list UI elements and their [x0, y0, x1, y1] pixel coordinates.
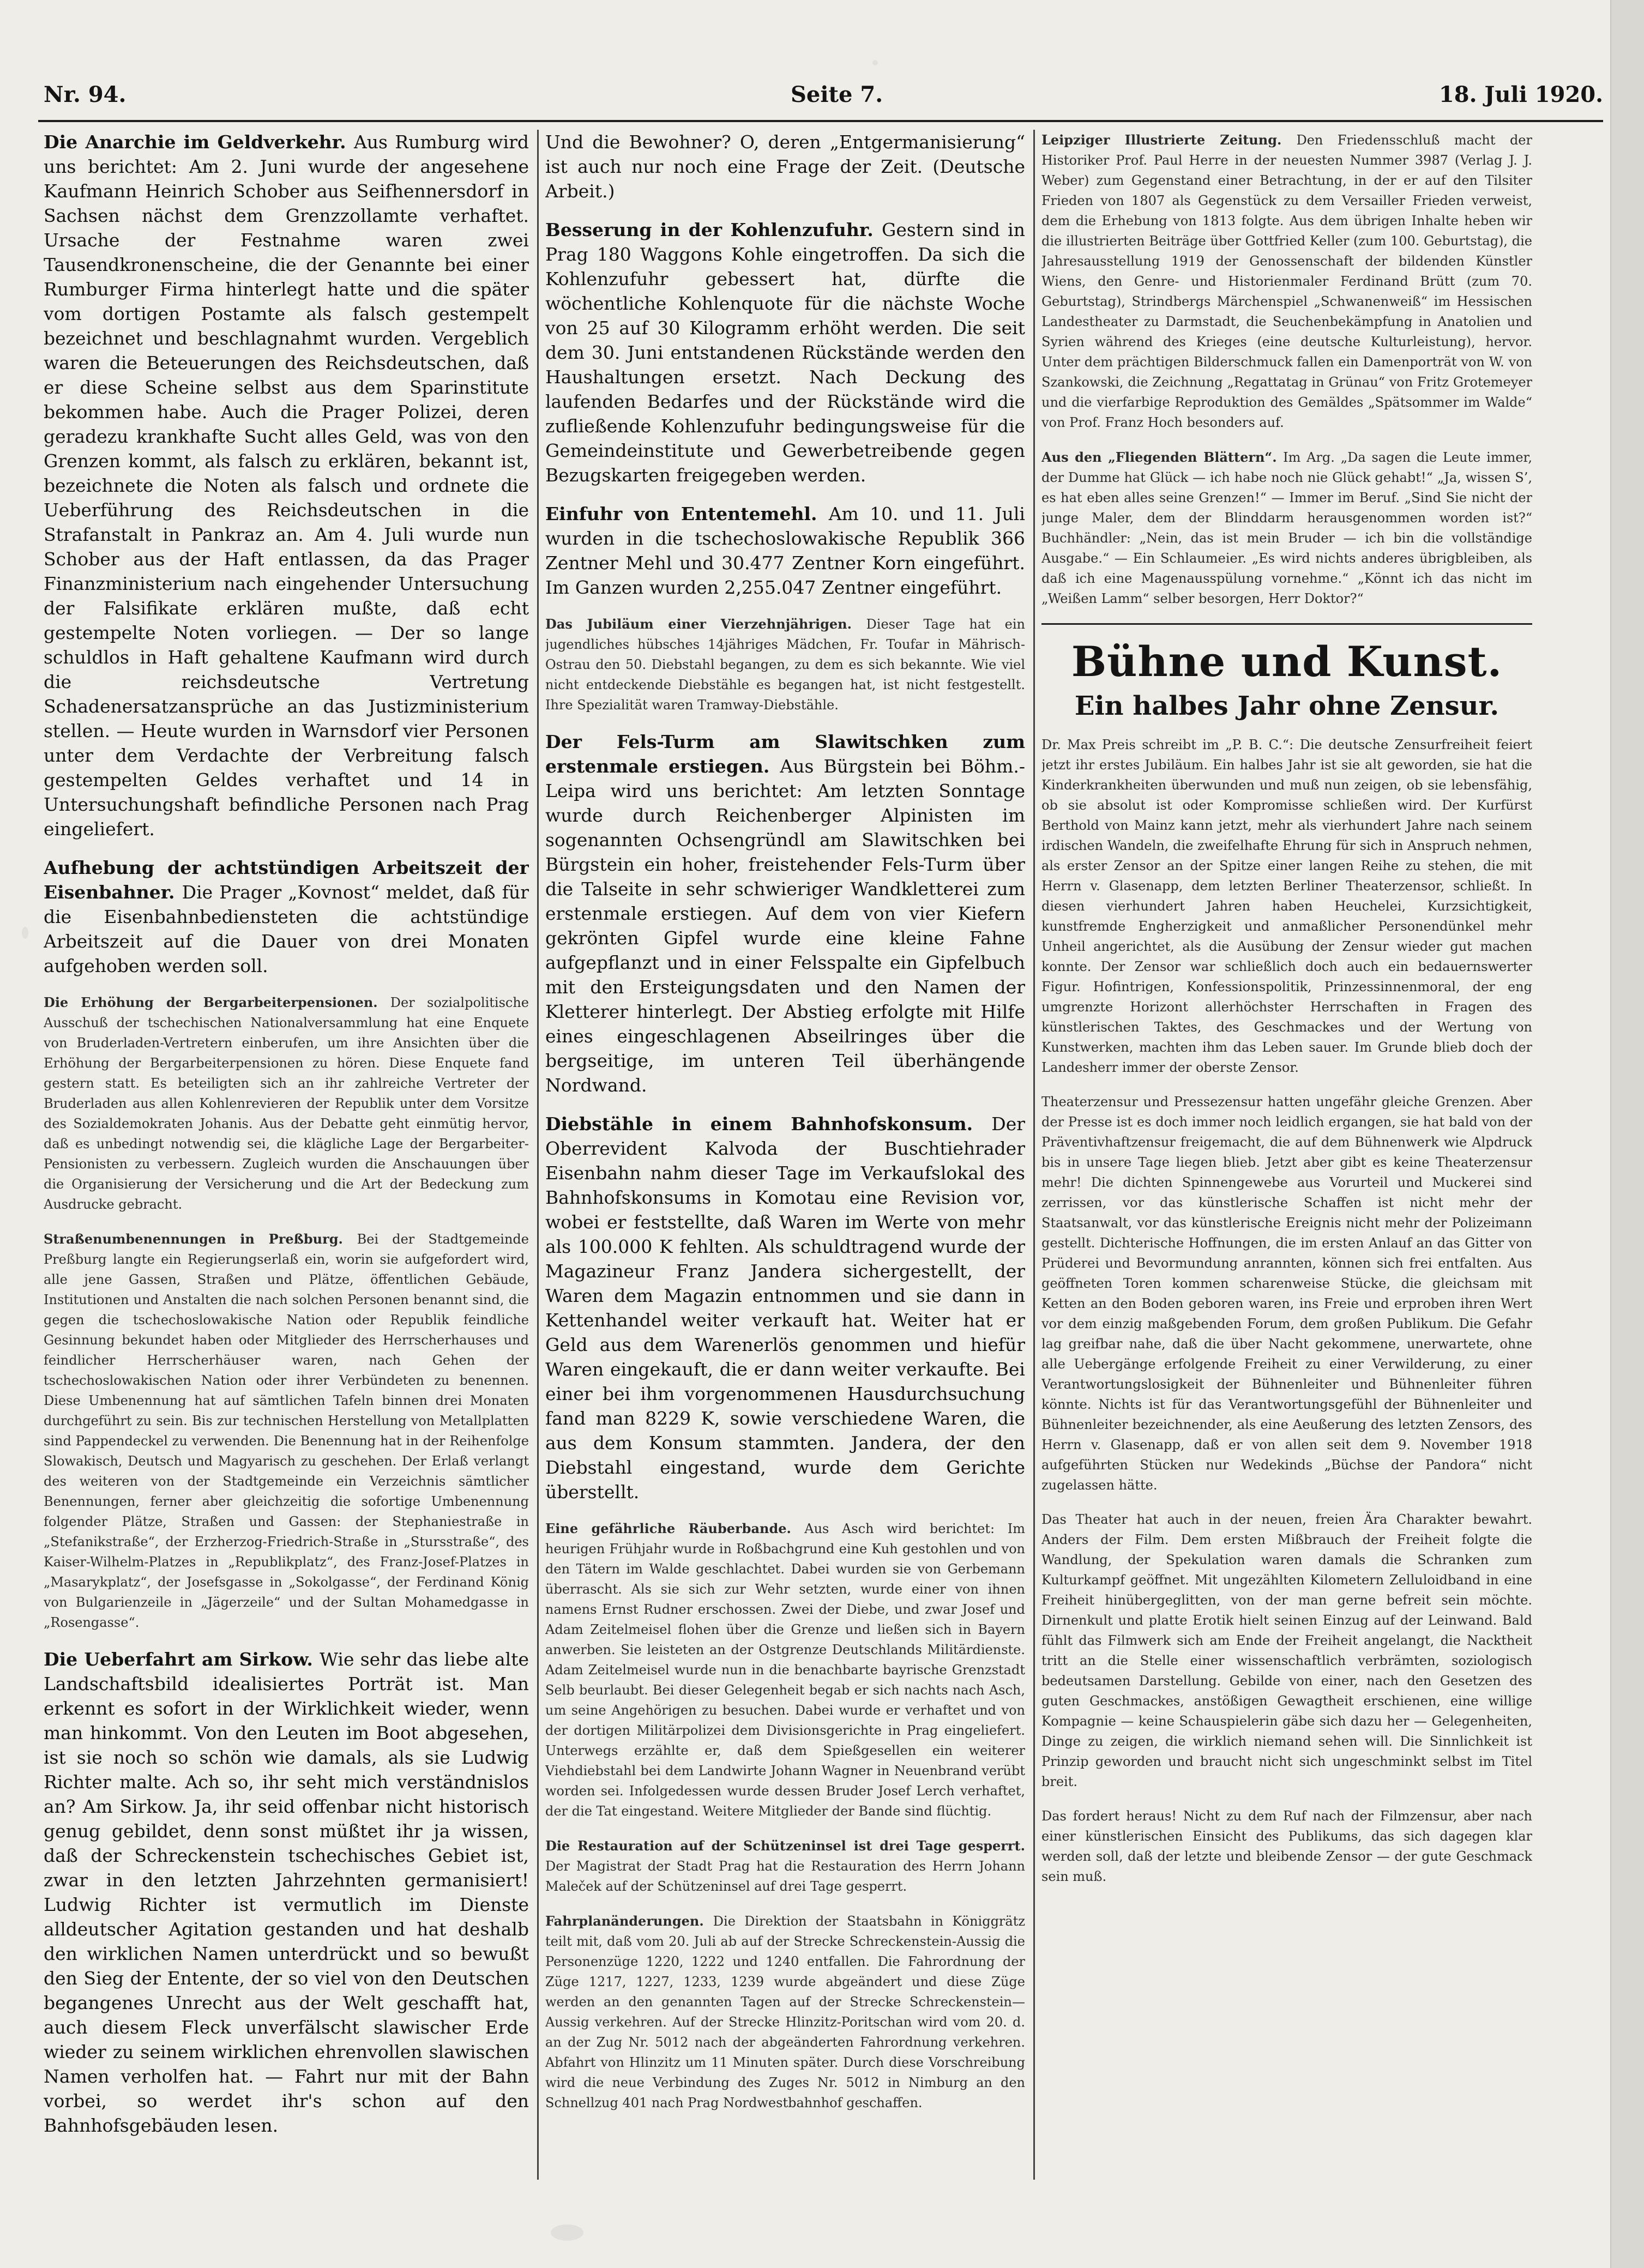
article [545, 614, 1025, 715]
article-headline: Aufhebung der achtstündigen Arbeitszeit der Eisenbahner. [44, 857, 529, 903]
column-rule [537, 130, 539, 2180]
page-edge [1610, 0, 1644, 2268]
article-body: Am 10. und 11. Juli wurden in die tschechoslowakische Republik 366 Zentner Mehl und 30.477 Zentner Korn eingeführt. Im Ganzen wurden 2,255.047 Zentner eingeführt. [545, 503, 1025, 598]
article-headline: Die Ueberfahrt am Sirkow. [44, 1649, 320, 1670]
article [1041, 735, 1532, 1078]
article [1041, 1092, 1532, 1495]
article-body: Wie sehr das liebe alte Landschaftsbild idealisiertes Porträt ist. Man erkennt es sofort in der Wirklichkeit wieder, wenn man hinkommt. Von den Leuten im Boot abgesehen, ist sie noch so schön wie damals, als sie Ludwig Richter malte. Ach so, ihr seht mich verständnislos an? Am Sirkow. Ja, ihr seid offenbar nicht historisch genug gebildet, denn sonst müßtet ihr ja wissen, daß der Schreckenstein tschechisches Gebiet ist, zwar in den letzten Jahrzehnten germanisiert! Ludwig Richter ist vermutlich im Dienste alldeutscher Agitation gestanden und hat deshalb den wirklichen Namen unterdrückt und so bewußt den Sieg der Entente, der so viel von den Deutschen begangenes Unrecht aus der Welt geschafft hat, auch diesem Fleck unverfälscht slawischer Erde wieder zu seinem wirklichen ehrenvollen slawischen Namen verholfen hat. — Fahrt nur mit der Bahn vorbei, so werdet ihr's schon auf den Bahnhofsgebäuden lesen. [44, 1649, 529, 2136]
issue-number: Nr. 94. [44, 82, 127, 107]
article-headline: Fahrplanänderungen. [545, 1913, 713, 1929]
article [44, 130, 529, 841]
article-body: Den Friedensschluß macht der Historiker Prof. Paul Herre in der neuesten Nummer 3987 (Verlag J. J. Weber) zum Gegenstand einer Betrachtung, in der er auf den Tilsiter Frieden von 1807 als Gegenstück zu dem Versailler Frieden verweist, dem die Erhebung von 1813 folgte. Aus dem übrigen Inhalte heben wir die illustrierten Beiträge über Gottfried Keller (zum 100. Geburtstag), die Jahresausstellung 1919 der Genossenschaft der bildenden Künstler Wiens, den Genre- und Historienmaler Ferdinand Brütt (zum 70. Geburtstag), Strindbergs Märchenspiel „Schwanenweiß“ im Hessischen Landestheater zu Darmstadt, die Seuchenbekämpfung in Anatolien und Syrien während des Krieges (eine deutsche Kulturleistung), hervor. Unter dem prächtigen Bilderschmuck fallen ein Damenporträt von W. von Szankowski, die Zeichnung „Regattatag in Grünau“ von Fritz Grotemeyer und die vierfarbige Reproduktion des Gemäldes „Spätsommer im Walde“ von Prof. Franz Hoch besonders auf. [1041, 132, 1532, 430]
page-number: Seite 7. [791, 82, 883, 107]
article [545, 218, 1025, 487]
article-headline: Die Anarchie im Geldverkehr. [44, 131, 354, 153]
article-body: Und die Bewohner? O, deren „Entgermanisierung“ ist auch nur noch eine Frage der Zeit. (Deutsche Arbeit.) [545, 131, 1025, 202]
article-body: Bei der Stadtgemeinde Preßburg langte ein Regierungserlaß ein, worin sie aufgefordert wird, alle jene Gassen, Straßen und Plätze, öffentlichen Gebäude, Institutionen und Anstalten die nach solchen Personen benannt sind, die gegen die tschechoslowakische Nation oder Republik feindliche Gesinnung bekundet haben oder Mitglieder des Herrscherhauses und feindlicher Herrscherhäuser waren, nach Gehen der tschechoslowakischen Nation oder ihrer Verbündeten zu benennen. Diese Umbenennung hat auf sämtlichen Tafeln binnen drei Monaten durchgeführt zu sein. Bis zur technischen Herstellung von Metallplatten sind Pappendeckel zu verwenden. Die Benennung hat in der Reihenfolge Slowakisch, Deutsch und Magyarisch zu geschehen. Der Erlaß verlangt des weiteren von der Stadtgemeinde ein Verzeichnis sämtlicher Benennungen, ferner aber gleichzeitig die sofortige Umbenennung folgender Plätze, Straßen und Gassen: der Stephaniestraße in „Stefanikstraße“, der Erzherzog-Friedrich-Straße in „Stursstraße“, des Kaiser-Wilhelm-Platzes in „Republikplatz“, des Franz-Josef-Platzes in „Masarykplatz“, der Josefsgasse in „Sokolgasse“, der Ferdinand König von Bulgarienzeile in „Jägerzeile“ und der Sultan Mohamedgasse in „Rosengasse“. [44, 1232, 529, 1630]
article-body: Aus Rumburg wird uns berichtet: Am 2. Juni wurde der angesehene Kaufmann Heinrich Schober aus Seifhennersdorf in Sachsen nächst dem Grenzzollamte verhaftet. Ursache der Festnahme waren zwei Tausendkronenscheine, die der Genannte bei einer Rumburger Firma hinterlegt hatte und die später vom dortigen Postamte als falsch gestempelt bezeichnet und beschlagnahmt wurden. Vergeblich waren die Beteuerungen des Reichsdeutschen, daß er diese Scheine selbst aus dem Sparinstitute bekommen habe. Auch die Prager Polizei, deren geradezu krankhafte Sucht alles Geld, was von den Grenzen kommt, als falsch zu erklären, bekannt ist, bezeichnete die Noten als falsch und ordnete die Ueberführung des Reichsdeutschen in die Strafanstalt in Pankraz an. Am 4. Juli wurde nun Schober aus der Haft entlassen, da das Prager Finanzministerium nach eingehender Untersuchung der Falsifikate erklären mußte, daß echt gestempelte Noten vorliegen. — Der so lange schuldlos in Haft gehaltene Kaufmann wird durch die reichsdeutsche Vertretung Schadenersatzansprüche an das Justizministerium stellen. — Heute wurden in Warnsdorf vier Personen unter dem Verdachte der Verbreitung falsch gestempelten Geldes verhaftet und 14 in Untersuchungshaft befindliche Personen nach Prag eingeliefert. [44, 131, 529, 840]
article-headline: Die Restauration auf der Schützeninsel ist drei Tage gesperrt. [545, 1838, 1025, 1854]
article [44, 1229, 529, 1633]
article-headline: Aus den „Fliegenden Blättern“. [1041, 449, 1284, 465]
article-headline: Eine gefährliche Räuberbande. [545, 1521, 805, 1536]
article-body: Der Magistrat der Stadt Prag hat die Restauration des Herrn Johann Maleček auf der Schützeninsel auf drei Tage gesperrt. [545, 1859, 1025, 1894]
article-body: Der Oberrevident Kalvoda der Buschtiehrader Eisenbahn nahm dieser Tage im Verkaufslokal des Bahnhofskonsums in Komotau eine Revision vor, wobei er feststellte, daß Waren im Werte von mehr als 100.000 K fehlten. Als schuldtragend wurde der Magazineur Franz Jandera sichergestellt, der Waren dem Magazin entnommen und sie dann in Kettenhandel weiter verkauft hat. Weiter hat er Geld aus dem Warenerlös genommen und hiefür Waren eingekauft, die er dann weiter verkaufte. Bei einer bei ihm vorgenommenen Hausdurchsuchung fand man 8229 K, sowie verschiedene Waren, die aus dem Konsum stammten. Jandera, der den Diebstahl eingestand, wurde dem Gerichte überstellt. [545, 1113, 1025, 1503]
article [545, 729, 1025, 1097]
article [44, 855, 529, 978]
section-subtitle: Ein halbes Jahr ohne Zensur. [1074, 691, 1500, 721]
article-headline: Die Erhöhung der Bergarbeiterpensionen. [44, 994, 390, 1010]
column-right [1041, 130, 1532, 2180]
article-body: Aus Asch wird berichtet: Im heurigen Frühjahr wurde in Roßbachgrund eine Kuh gestohlen und von den Tätern im Walde geschlachtet. Dabei wurden sie von Gerbemann überrascht. Als sie sich zur Wehr setzten, wurde einer von ihnen namens Ernst Rudner erschossen. Zwei der Diebe, und zwar Josef und Adam Zeitelmeisel flohen über die Grenze und ließen sich in Bayern anwerben. Sie leisteten an der Ostgrenze Deutschlands Militärdienste. Adam Zeitelmeisel wurde nun in die benachbarte bayrische Grenzstadt Selb beurlaubt. Bei dieser Gelegenheit begab er sich nachts nach Asch, um seine Angehörigen zu besuchen. Dabei wurde er verhaftet und von der dortigen Militärpolizei dem Divisionsgerichte in Prag eingeliefert. Unterwegs erzählte er, daß dem Spießgesellen ein weiterer Viehdiebstahl bei dem Landwirte Johann Wagner in Neuenbrand verübt worden sei. Infolgedessen wurde dessen Bruder Josef Lerch verhaftet, der die Tat eingestand. Weitere Mitglieder der Bande sind flüchtig. [545, 1521, 1025, 1819]
article [1041, 447, 1532, 609]
article [545, 1836, 1025, 1897]
article [545, 1518, 1025, 1821]
article-headline: Besserung in der Kohlenzufuhr. [545, 219, 882, 240]
article-headline: Diebstähle in einem Bahnhofskonsum. [545, 1113, 992, 1135]
article [1041, 1510, 1532, 1792]
article [44, 1647, 529, 2138]
article-body: Dieser Tage hat ein jugendliches hübsches 14jähriges Mädchen, Fr. Toufar in Mährisch-Ostrau den 50. Diebstahl begangen, zu dem es sich bekannte. Wie viel nicht entdeckende Diebstähle es begangen hat, ist nicht festgestellt. Ihre Spezialität waren Tramway-Diebstähle. [545, 617, 1025, 713]
article-body: Das fordert heraus! Nicht zu dem Ruf nach der Filmzensur, aber nach einer künstlerischen Einsicht des Publikums, das sich dagegen klar werden soll, daß der letzte und bleibende Zensor — der gute Geschmack sein muß. [1041, 1808, 1532, 1884]
print-speck [872, 60, 878, 65]
article [545, 130, 1025, 203]
article-body: Die Direktion der Staatsbahn in Königgrätz teilt mit, daß vom 20. Juli ab auf der Strecke Schreckenstein-Aussig die Personenzüge 1220, 1222 und 1240 entfallen. Die Fahrordnung der Züge 1217, 1227, 1233, 1239 wurde abgeändert und diese Züge werden an den genannten Tagen auf der Strecke Schreckenstein—Aussig verkehren. Auf der Strecke Hlinzitz-Poritschan wird vom 20. d. an der Zug Nr. 5012 nach der abgeänderten Fahrordnung verkehren. Abfahrt von Hlinzitz um 11 Minuten später. Durch diese Vorschreibung wird die neue Verbindung des Zuges Nr. 5012 in Nimburg an den Schnellzug 401 nach Prag Nordwestbahnhof geschaffen. [545, 1914, 1025, 2110]
article-body: Die Prager „Kovnost“ meldet, daß für die Eisenbahnbediensteten die achtstündige Arbeitszeit auf die Dauer von drei Monaten aufgehoben werden soll. [44, 882, 529, 976]
article-body: Das Theater hat auch in der neuen, freien Ära Charakter bewahrt. Anders der Film. Dem ersten Mißbrauch der Freiheit folgte die Wandlung, der Spekulation waren damals die Schranken zum Kulturkampf geöffnet. Mit ungezählten Kilometern Zelluloidband in eine Freiheit hinübergeglitten, von der man gerne befreit sein möchte. Dirnenkult und platte Erotik hielt seinen Einzug auf der Leinwand. Bald fühlt das Filmwerk sich am Ende der Freiheit angelangt, die Nacktheit tritt an die Stelle einer wissenschaftlich verbrämten, soziologisch bedeutsamen Darstellung. Gebilde von einer, nach den Gesetzen des guten Geschmackes, anstößigen Gewagtheit erschienen, eine willige Kompagnie — keine Schauspielerin gäbe sich dazu her — Gelegenheiten, Dinge zu zeigen, die wirklich niemand sehen will. Die Sinnlichkeit ist Prinzip geworden und braucht nicht sich ungeschminkt selbst im Titel breit. [1041, 1512, 1532, 1789]
header-rule [38, 120, 1603, 122]
column-left [44, 130, 529, 2180]
article [545, 1911, 1025, 2113]
article-body: Theaterzensur und Pressezensur hatten ungefähr gleiche Grenzen. Aber der Presse ist es doch immer noch leidlich ergangen, sie hat bald von der Präventivhaftzensur freigemacht, die auf dem Bühnenwerk wie Alpdruck bis in unsere Tage liegen blieb. Jetzt aber gibt es keine Theaterzensur mehr! Die dichten Spinnengewebe aus Vorurteil und Muckerei sind zerrissen, vor das künstlerische Schaffen ist nicht mehr der Staatsanwalt, vor das künstlerische Ereignis nicht mehr der Polizeimann gestellt. Dichterische Hoffnungen, die im ersten Anlauf an das Gitter von Prüderei und Bevormundung anrannten, können sich frei entfalten. Aus geöffneten Toren kommen scharenweise Stücke, die gleichsam mit Ketten an den Boden geboren waren, ins Freie und erproben ihren Wert vor dem einzig maßgebenden Forum, dem großen Publikum. Die Gefahr lag greifbar nahe, daß die über Nacht gekommene, unerwartete, ohne alle Uebergänge erfolgende Freiheit zu einer Verwilderung, zu einer Verantwortungslosigkeit der Bühnenleiter und Bühnenleiter führen könnte. Nichts ist für das Verantwortungsgefühl der Bühnenleiter und Bühnenleiter bezeichnender, als eine Aeußerung des letzten Zensors, des Herrn v. Glasenapp, daß er von allen seit dem 9. November 1918 aufgeführten Stücken nur Wedekinds „Büchse der Pandora“ nicht zugelassen hätte. [1041, 1094, 1532, 1493]
article-body: Dr. Max Preis schreibt im „P. B. C.“: Die deutsche Zensurfreiheit feiert jetzt ihr erstes Jubiläum. Ein halbes Jahr ist sie alt geworden, sie hat die Kinderkrankheiten überwunden und muß nun zeigen, ob sie lebensfähig, ob sie absolut ist oder Kompromisse schließen wird. Der Kurfürst Berthold von Mainz kann jetzt, mehr als vierhundert Jahre nach seinem irdischen Wandeln, die zweifelhafte Ehrung für sich in Anspruch nehmen, als erster Zensor an der Spitze einer langen Reihe zu stehen, die mit Herrn v. Glasenapp, dem letzten Berliner Theaterzensor, schließt. In diesen vierhundert Jahren haben Heuchelei, Kurzsichtigkeit, kunstfremde Engherzigkeit und anmaßlicher Personendünkel mehr Unheil angerichtet, als die Ausübung der Zensur wieder gut machen konnte. Der Zensor war schließlich doch auch ein bedauernswerter Figur. Hofintrigen, Konfessionspolitik, Prinzessinnenmoral, der eng umgrenzte Horizont allerhöchster Herrschaften in Fragen des künstlerischen Taktes, des Geschmackes und der Wertung von Kunstwerken, machten ihm das Leben sauer. Im Grunde blieb doch der Landesherr immer der oberste Zensor. [1041, 737, 1532, 1075]
article [1041, 130, 1532, 433]
article [545, 1112, 1025, 1504]
issue-date: 18. Juli 1920. [1438, 82, 1603, 107]
section-header [1041, 623, 1532, 724]
page-header [38, 82, 1603, 120]
article-body: Der sozialpolitische Ausschuß der tschechischen Nationalversammlung hat eine Enquete von Bruderladen-Vertretern einberufen, um ihre Ansichten über die Erhöhung der Bergarbeiterpensionen zu hören. Diese Enquete fand gestern statt. Es beteiligten sich an ihr zahlreiche Vertreter der Bruderladen aus allen Kohlenrevieren der Republik unter dem Vorsitze des Sozialdemokraten Johanis. Aus der Debatte geht einmütig hervor, daß es unbedingt notwendig sei, die klägliche Lage der Bergarbeiter-Pensionisten zu verbessern. Zugleich wurden die Anschauungen über die Organisierung der Versicherung und die Art der Bedeckung zum Ausdrucke gebracht. [44, 995, 529, 1212]
article [545, 502, 1025, 600]
article-headline: Leipziger Illustrierte Zeitung. [1041, 132, 1297, 148]
print-speck [551, 2224, 583, 2241]
article-headline: Straßenumbenennungen in Preßburg. [44, 1231, 357, 1247]
article-headline: Der Fels-Turm am Slawitschken zum erstenmale erstiegen. [545, 731, 1025, 777]
article-body: Im Arg. „Da sagen die Leute immer, der Dumme hat Glück — ich habe noch nie Glück gehabt!“ „Ja, wissen S’, es hat eben alles seine Grenzen!“ — Immer im Beruf. „Sind Sie nicht der junge Maler, dem der Blinddarm herausgenommen worden ist?“ Buchhändler: „Nein, das ist mein Bruder — ich bin die vollständige Ausgabe.“ — Ein Schlaumeier. „Es wird nichts anderes übrigbleiben, als daß ich eine Magenausspülung vornehme.“ „Könnt ich das nicht im „Weißen Lamm“ selber besorgen, Herr Doktor?“ [1041, 450, 1532, 606]
column-middle [545, 130, 1025, 2180]
article [1041, 1806, 1532, 1887]
article-body: Gestern sind in Prag 180 Waggons Kohle eingetroffen. Da sich die Kohlenzufuhr gebessert hat, dürfte die wöchentliche Kohlenquote für die nächste Woche von 25 auf 30 Kilogramm erhöht werden. Die seit dem 30. Juni entstandenen Rückstände werden den Haushaltungen ersetzt. Nach Deckung des laufenden Bedarfes und der Rückstände wird die zufließende Kohlenzufuhr bedingungsweise für die Gemeindeinstitute und Gewerbetreibende gegen Bezugskarten freigegeben werden. [545, 219, 1025, 486]
article-body: Aus Bürgstein bei Böhm.-Leipa wird uns berichtet: Am letzten Sonntage wurde durch Reichenberger Alpinisten im sogenannten Ochsengründl am Slawitschken bei Bürgstein ein hoher, freistehender Fels-Turm über die Talseite in sehr schwieriger Wandkletterei zum erstenmale erstiegen. Auf dem von vier Kiefern gekrönten Gipfel wurde eine kleine Fahne aufgepflanzt und in einer Felsspalte ein Gipfelbuch mit den Ersteigungsdaten und den Namen der Kletterer hinterlegt. Der Abstieg erfolgte mit Hilfe eines eingeschlagenen Abseilringes über die bergseitige, im unteren Teil überhängende Nordwand. [545, 756, 1025, 1096]
print-speck [22, 927, 28, 939]
article-headline: Das Jubiläum einer Vierzehnjährigen. [545, 616, 866, 632]
column-rule [1033, 130, 1035, 2180]
section-title: Bühne und Kunst. [1071, 637, 1503, 686]
article-headline: Einfuhr von Ententemehl. [545, 503, 829, 524]
article [44, 992, 529, 1215]
